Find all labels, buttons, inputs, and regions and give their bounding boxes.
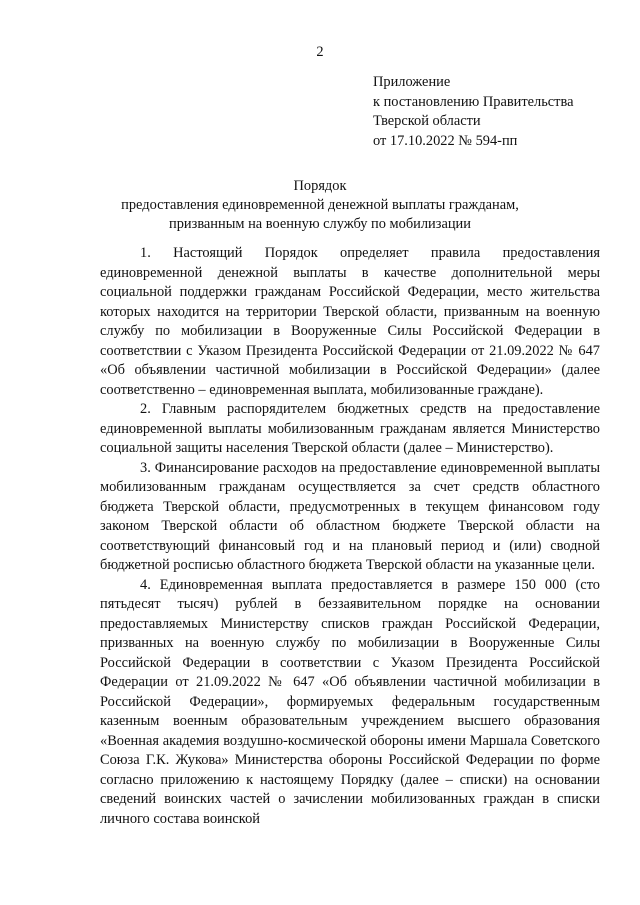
page-number: 2 <box>316 44 324 60</box>
paragraph-1: 1. Настоящий Порядок определяет правила предоставления единовременной денежной выплаты в качестве дополнительной меры социальной поддержки гражданам Российской Федерации, место жительства которых находится на территории Тверской области, призванным на военную службу по мобилизации в Вооруженные Силы Российской Федерации в соответствии с Указом Президента Российской Федерации от 21.09.2022 № 647 «Об объявлении частичной мобилизации в Российской Федерации» (далее соответственно – единовременная выплата, мобилизованные граждане). <box>100 245 600 398</box>
title-heading: Порядок <box>293 178 347 194</box>
paragraph-3: 3. Финансирование расходов на предоставление единовременной выплаты мобилизованным гражданам осуществляется за счет средств областного бюджета Тверской области, предусмотренных в текущем финансовом году законом Тверской области об областном бюджете Тверской области на соответствующий финансовый год и на плановый период и (или) сводной бюджетной росписью областного бюджета Тверской области на указанные цели. <box>100 459 600 573</box>
title-line: предоставления единовременной денежной выплаты гражданам, <box>121 197 519 213</box>
appendix-date-line: от 17.10.2022 № 594-пп <box>373 132 518 149</box>
appendix-line: к постановлению Правительства <box>373 93 574 110</box>
appendix-line: Приложение <box>373 74 451 90</box>
paragraph-2: 2. Главным распорядителем бюджетных средств на предоставление единовременной выплаты мобилизованным гражданам является Министерство социальной защиты населения Тверской области (далее – Министерство). <box>100 401 600 456</box>
paragraph-4: 4. Единовременная выплата предоставляется в размере 150 000 (сто пятьдесят тысяч) рублей в беззаявительном порядке на основании предоставляемых Министерству списков граждан Российской Федерации, призванных на военную службу по мобилизации в Вооруженные Силы Российской Федерации в соответствии с Указом Президента Российской Федерации от 21.09.2022 № 647 «Об объявлении частичной мобилизации в Российской Федерации», формируемых федеральным государственным казенным военным образовательным учреждением высшего образования «Военная академия воздушно-космической обороны имени Маршала Советского Союза Г.К. Жукова» Министерства обороны Российской Федерации по форме согласно приложению к настоящему Порядку (далее – списки) на основании сведений воинских частей о зачислении мобилизованных граждан в списки личного состава воинской <box>100 576 600 827</box>
appendix-line: Тверской области <box>373 113 481 129</box>
document-title <box>0 177 640 234</box>
appendix-block <box>373 73 573 151</box>
document-body <box>100 244 600 829</box>
title-line: призванным на военную службу по мобилизации <box>169 216 471 232</box>
